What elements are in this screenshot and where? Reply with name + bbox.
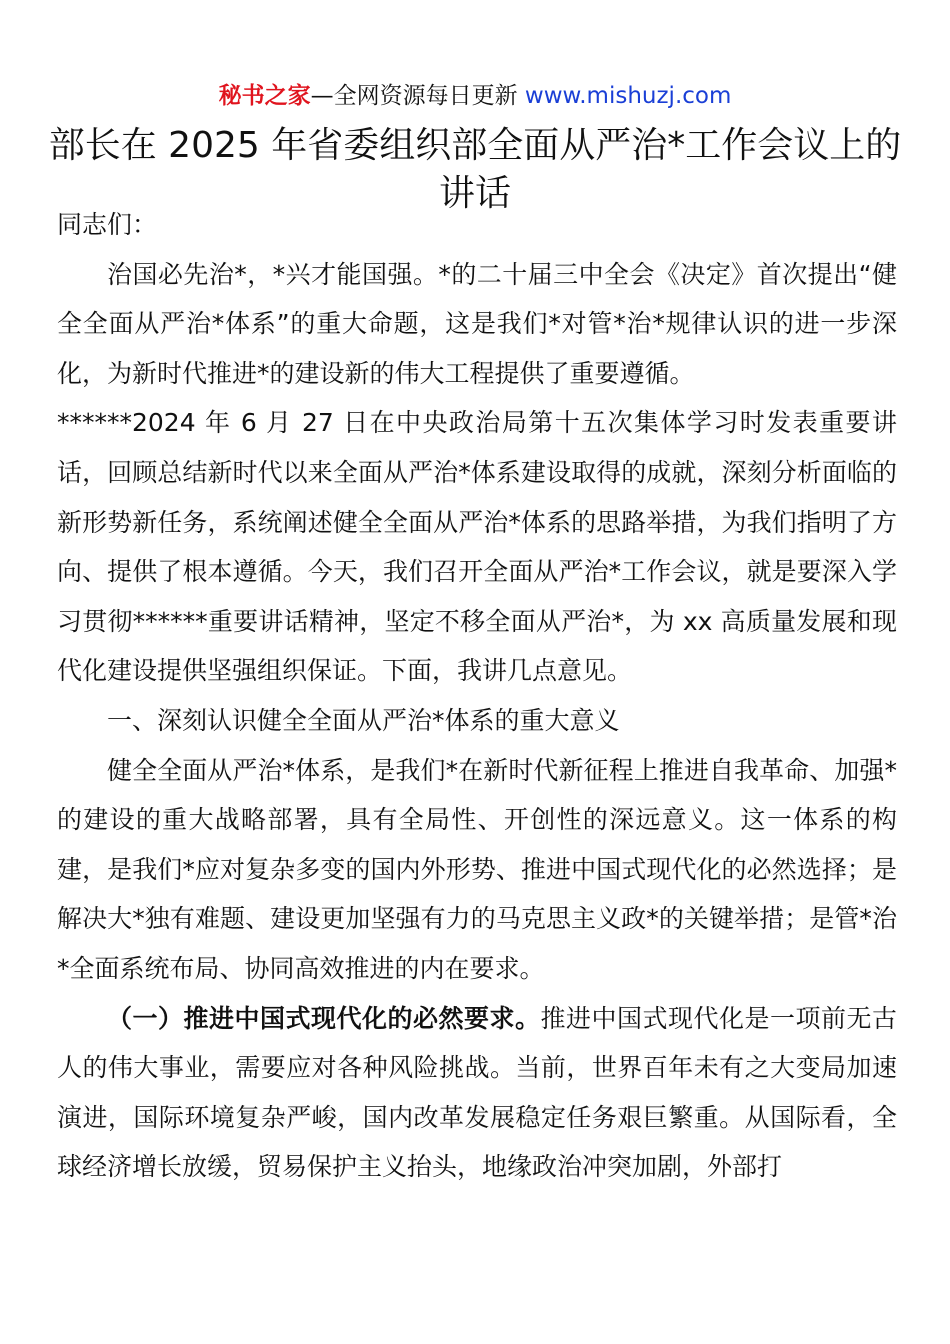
- document-body: [57, 200, 897, 1192]
- site-tagline: —全网资源每日更新: [310, 83, 525, 109]
- subsection-heading: （一）推进中国式现代化的必然要求。: [107, 1003, 541, 1033]
- subsection-paragraph: [57, 994, 897, 1192]
- site-brand: 秘书之家: [218, 83, 311, 109]
- subsection-text: 推进中国式现代化是一项前无古人的伟大事业，需要应对各种风险挑战。当前，世界百年未有之大变局加速演进，国际环境复杂严峻，国内改革发展稳定任务艰巨繁重。从国际看，全球经济增长放缓，贸易保护主义抬头，地缘政治冲突加剧，外部打: [57, 1003, 897, 1182]
- paragraph: 健全全面从严治*体系，是我们*在新时代新征程上推进自我革命、加强*的建设的重大战略部署，具有全局性、开创性的深远意义。这一体系的构建，是我们*应对复杂多变的国内外形势、推进中国式现代化的必然选择；是解决大*独有难题、建设更加坚强有力的马克思主义政*的关键举措；是管*治*全面系统布局、协同高效推进的内在要求。: [57, 755, 897, 983]
- paragraph: 治国必先治*，*兴才能国强。*的二十届三中全会《决定》首次提出“健全全面从严治*体系”的重大命题，这是我们*对管*治*规律认识的进一步深化，为新时代推进*的建设新的伟大工程提供了重要遵循。: [57, 259, 897, 388]
- section-heading: 一、深刻认识健全全面从严治*体系的重大意义: [107, 705, 620, 735]
- site-header: [0, 80, 950, 112]
- site-url-link[interactable]: www.mishuzj.com: [524, 83, 732, 109]
- paragraph: ******2024 年 6 月 27 日在中央政治局第十五次集体学习时发表重要讲话，回顾总结新时代以来全面从严治*体系建设取得的成就，深刻分析面临的新形势新任务，系统阐述健全全面从严治*体系的思路举措，为我们指明了方向、提供了根本遵循。今天，我们召开全面从严治*工作会议，就是要深入学习贯彻******重要讲话精神，坚定不移全面从严治*，为 xx 高质量发展和现代化建设提供坚强组织保证。下面，我讲几点意见。: [57, 408, 897, 686]
- document-title: 部长在 2025 年省委组织部全面从严治*工作会议上的讲话: [48, 125, 902, 214]
- greeting: 同志们：: [57, 210, 158, 239]
